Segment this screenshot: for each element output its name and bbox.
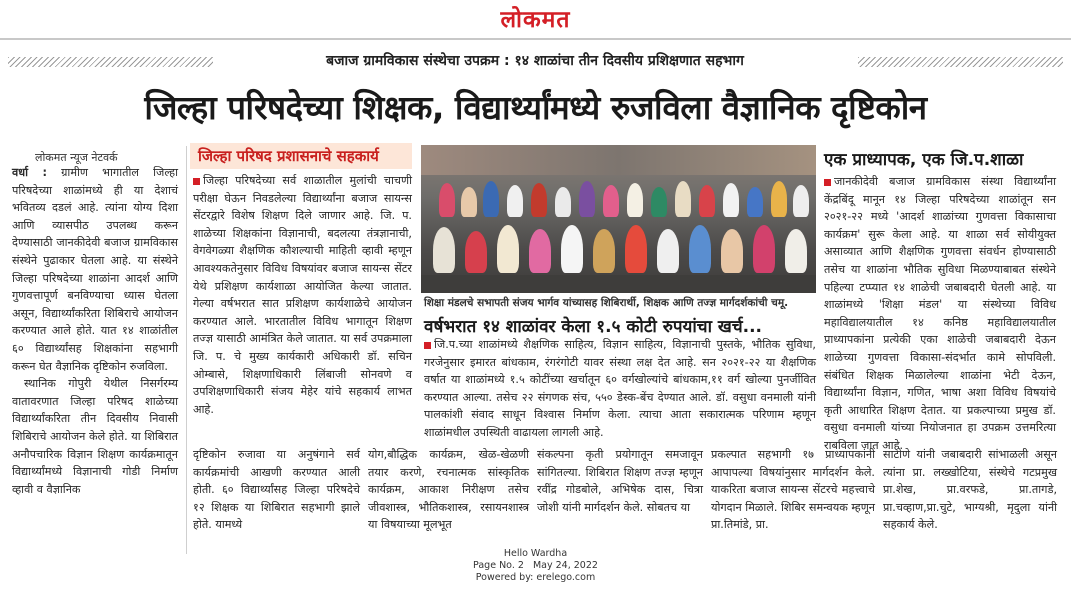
photo-person (461, 187, 477, 217)
photo-person (465, 231, 487, 273)
photo-person (689, 225, 711, 273)
photo-person (699, 185, 715, 217)
photo-backdrop (421, 145, 816, 175)
newspaper-logo: लोकमत (500, 6, 571, 33)
photo-person (657, 229, 679, 273)
dateline: वर्धा : (12, 166, 47, 179)
bottom-column-5: साटोणे यांनी जबाबदारी सांभाळली असून त्यांना प्रा. लख्खोटिया, संस्थेचे गटप्रमुख प्रा.शेख, प्रा.वरफडे, प्रा.तागडे, प्रा.चव्हाण,प्रा.चुटे, भाग्यश्री, मृदुला यांनी सहकार्य केले. (883, 448, 1057, 532)
photo-person (785, 229, 807, 273)
photo-person (483, 181, 499, 217)
column-divider (186, 146, 187, 554)
photo-floor (421, 275, 816, 293)
photo-person (439, 183, 455, 217)
footer-edition: Hello Wardha (503, 548, 568, 559)
photo-person (625, 225, 647, 273)
footer-page-date: Page No. 2 May 24, 2022 (473, 560, 598, 571)
photo-person (771, 181, 787, 217)
photo-person (651, 187, 667, 217)
photo-person (593, 229, 615, 273)
box-title: जिल्हा परिषद प्रशासनाचे सहकार्य (190, 143, 412, 169)
byline: लोकमत न्यूज नेटवर्क (35, 151, 118, 164)
photo-person (627, 183, 643, 217)
photo-person (793, 185, 809, 217)
masthead-divider (0, 38, 1071, 40)
kicker-strip (0, 49, 1071, 75)
story2-headline: वर्षभरात १४ शाळांवर केला १.५ कोटी रुपयांचा खर्च... (424, 317, 762, 337)
photo-person (531, 183, 547, 217)
box-text: जिल्हा परिषदेच्या सर्व शाळातील मुलांची चाचणी परीक्षा घेऊन निवडलेल्या विद्यार्थ्यांना बजाज सायन्स सेंटरद्वारे विशेष शिक्षण दिले जाणार आहे. जि. प. शाळेच्या शिक्षकांना विज्ञानाची, बदलत्या तंत्रज्ञानाची, वेगवेगळ्या शैक्षणिक कौशल्याची माहिती व्हावी म्हणून आवश्यकतेनुसार विविध विषयांवर बजाज सायन्स सेंटर येथे प्रशिक्षण कार्यशाळा आयोजित केल्या जातात. गेल्या वर्षभरात सात प्रशिक्षण कार्यशाळेचे आयोजन करण्यात आले. भारतातील विविध भागातून शिक्षण तज्ज्ञ यासाठी आमंत्रित केले जातात. या सर्व उपक्रमाला जि. प. चे मुख्य कार्यकारी अधिकारी डॉ. सचिन ओम्बासे, शिक्षणाधिकारी लिंबाजी सोनवणे व उपशिक्षणाधिकारी संजय मेहेर यांचे सहकार्य लाभत आहे. (193, 174, 412, 416)
footer-powered-by: Powered by: erelego.com (475, 572, 596, 583)
photo-person (675, 181, 691, 217)
photo-person (723, 183, 739, 217)
photo-caption: शिक्षा मंडलचे सभापती संजय भार्गव यांच्यासह शिबिरार्थी, शिक्षक आणि तज्ज्ञ मार्गदर्शकांची चमू. (424, 297, 789, 309)
kicker-text: बजाज ग्रामविकास संस्थेचा उपक्रम : १४ शाळांचा तीन दिवसीय प्रशिक्षणात सहभाग (215, 51, 855, 70)
bottom-column-4: प्रकल्पात सहभागी १७ प्राध्यापकांनी आपापल्या विषयांनुसार मार्गदर्शन केले. याकरिता बजाज सायन्स सेंटरचे महत्त्वाचे योगदान मिळाले. शिबिर समन्वयक म्हणून प्रा.तिमांडे, प्रा. (711, 448, 875, 532)
photo-person (603, 185, 619, 217)
box-body (193, 172, 412, 434)
bottom-column-1: दृष्टिकोन रुजावा या अनुषंगाने सर्व कार्यक्रमांची आखणी करण्यात आली होती. ६० विद्यार्थ्यांसह जिल्हा परिषदेचे १२ शिक्षक या शिबिरात सहभागी झाले होते. यामध्ये (193, 448, 360, 532)
bottom-column-3: संकल्पना कृती प्रयोगातून समजावून सांगितल्या. शिबिरात शिक्षण तज्ज्ञ म्हणून रवींद्र गोडबोले, अभिषेक दास, चित्रा जोशी यांनी मार्गदर्शन केले. सोबतच या (537, 448, 703, 514)
kicker-hatch-left (8, 57, 213, 67)
sidebar-box (190, 143, 412, 169)
left-column (12, 164, 178, 562)
bullet-square-icon (424, 342, 431, 349)
left-para-2: स्थानिक गोपुरी येथील निसर्गरम्य वातावरणात जिल्हा परिषद शाळेच्या विद्यार्थ्यांकरिता तीन दिवसीय निवासी शिबिराचे आयोजन केले होते. या शिबिरात अनौपचारिक विज्ञान शिक्षण कार्यक्रमातून विद्यार्थ्यांमध्ये विज्ञानाची गोडी निर्माण व्हावी व वैज्ञानिक (12, 377, 178, 496)
main-headline: जिल्हा परिषदेच्या शिक्षक, विद्यार्थ्यांमध्ये रुजविला वैज्ञानिक दृष्टिकोन (144, 88, 927, 127)
left-para-1: ग्रामीण भागातील जिल्हा परिषदेच्या शाळांमध्ये ही या देशाचं भवितव्य दडलं आहे. त्यांना योग्य दिशा आणि व्यासपीठ उपलब्ध करून देण्यासाठी जानकीदेवी बजाज ग्रामविकास संस्थेने पुढाकार घेतला आहे. या संस्थेने जिल्हा परिषदेच्या शाळांना आदर्श आणि गुणवत्तापूर्ण बनविण्याचा ध्यास घेतला असून, विद्यार्थ्यांकरिता शिबिराचे आयोजन करण्यात आले होते. यात १४ शाळांतील ६० विद्यार्थ्यांसह शिक्षकांना सहभागी करून घेत वैज्ञानिक दृष्टिकोन रुजविला. (12, 166, 178, 373)
photo-person (579, 181, 595, 217)
photo-person (555, 187, 571, 217)
photo-person (561, 225, 583, 273)
photo-person (507, 185, 523, 217)
sidebar-body (824, 173, 1056, 452)
kicker-hatch-right (858, 57, 1063, 67)
bullet-square-icon (193, 178, 200, 185)
bullet-square-icon (824, 179, 831, 186)
photo-person (721, 229, 743, 273)
sidebar-text: जानकीदेवी बजाज ग्रामविकास संस्था विद्यार्थ्यांना केंद्रबिंदू मानून १४ जिल्हा परिषदेच्या शाळांतून सन २०२१-२२ मध्ये 'आदर्श शाळांच्या गुणवत्ता विकासाचा कार्यक्रम' सुरू केला आहे. या शाळा सर्व सोयीयुक्त असाव्यात आणि शैक्षणिक गुणवत्ता संवर्धन होण्यासाठी तसेच या शाळांना भौतिक सुविधा मिळण्याबाबत संस्थेने पहिल्या टप्प्यात १४ शाळेची जबाबदारी घेतली आहे. या शाळांमध्ये 'शिक्षा मंडल' या संस्थेच्या विविध महाविद्यालयातील १४ कनिष्ठ महाविद्यालयातील प्राध्यापकांना प्रत्येकी एका शाळेची जबाबदारी देऊन शाळेच्या गुणवत्ता विकासा-संदर्भात कामे सोपविली. संबंधित शिक्षक मिळालेल्या शाळांना भेटी देऊन, विद्यार्थ्यांना विज्ञान, गणित, भाषा अशा विविध विषयांचे कृती आधारित शिक्षण देतात. या प्रकल्पाच्या प्रमुख डॉ. वसुधा वनमाली यांच्या नियोजनात हा उपक्रम उत्तमरित्या राबविला जात आहे. (824, 175, 1056, 452)
bottom-column-2: योग,बौद्धिक कार्यक्रम, खेळ-खेळणी तयार करणे, रचनात्मक सांस्कृतिक कार्यक्रम, आकाश निरीक्षण तसेच जीवशास्त्र, भौतिकशास्त्र, रसायनशास्त्र या विषयाच्या मूलभूत (368, 448, 529, 532)
group-photo (421, 145, 816, 293)
story2-text: जि.प.च्या शाळांमध्ये शैक्षणिक साहित्य, विज्ञान साहित्य, विज्ञानाची पुस्तके, भौतिक सुविधा, गरजेनुसार इमारत बांधकाम, रंगरंगोटी यावर संस्था लक्ष देत आहे. सन २०२१-२२ या शैक्षणिक वर्षात या शाळांमध्ये १.५ कोटींच्या खर्चातून ६० वर्गखोल्यांचे बांधकाम,११ वर्ग खोल्या पुनर्जीवित करण्यात आल्या. तसेच २२ संगणक संच, ५५० डेस्क-बेंच देण्यात आले. डॉ. वसुधा वनमाली यांनी पालकांशी संवाद साधून विश्वास निर्माण केला. त्याचा आता सकारात्मक परिणाम म्हणून शाळांमधील उपस्थिती वाढायला लागली आहे. (424, 338, 816, 439)
photo-person (753, 225, 775, 273)
story2-body (424, 336, 816, 442)
photo-person (433, 227, 455, 273)
sidebar-headline: एक प्राध्यापक, एक जि.प.शाळा (824, 150, 1024, 170)
photo-person (747, 187, 763, 217)
photo-person (529, 229, 551, 273)
photo-person (497, 225, 519, 273)
